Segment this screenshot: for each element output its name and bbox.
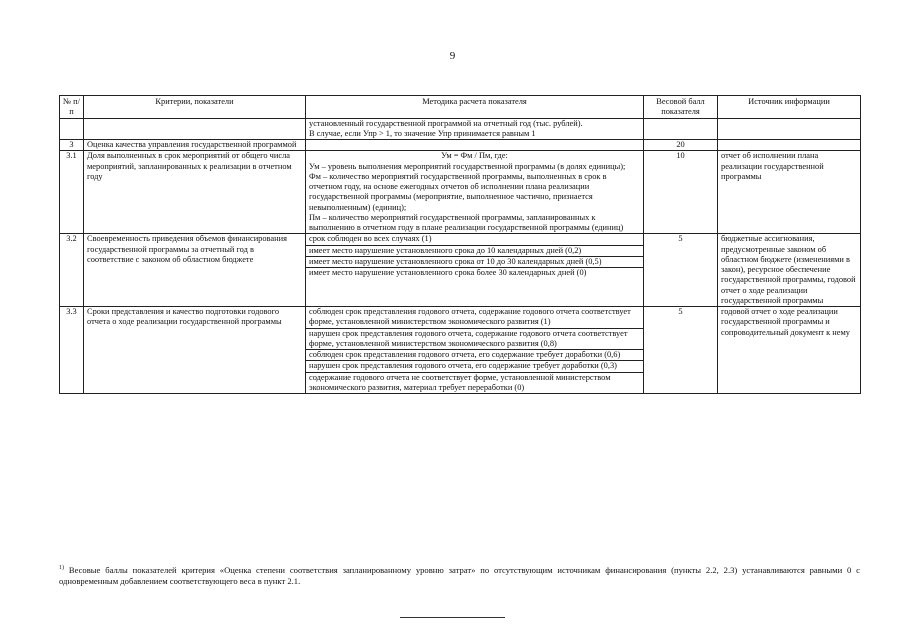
formula: Ум = Фм / Пм, где:	[441, 151, 508, 161]
criteria-cell: Доля выполненных в срок мероприятий от общего числа мероприятий, запланированных к реализации в отчетном году	[84, 151, 306, 234]
method-option: нарушен срок представления годового отчета, его содержание требует доработки (0,3)	[306, 361, 643, 372]
method-option: соблюден срок представления годового отчета, содержание годового отчета соответствует форме, установленной министерством экономического развития (1)	[306, 307, 643, 329]
method-options	[306, 307, 644, 394]
method-line: установленный государственной программой на отчетный год (тыс. рублей).	[309, 118, 583, 128]
weight-cell: 20	[644, 140, 718, 151]
method-line: Ум – уровень выполнения мероприятий государственной программы (в долях единицы);	[309, 161, 626, 171]
page-number: 9	[449, 50, 456, 62]
weight-cell: 10	[644, 151, 718, 234]
row-num: 3.3	[60, 307, 84, 394]
table-row	[60, 234, 861, 307]
footnote	[59, 565, 860, 587]
row-num: 3.2	[60, 234, 84, 307]
method-option: содержание годового отчета не соответствует форме, установленной министерством экономического развития, материал требует переработки (0)	[309, 372, 611, 392]
header-method: Методика расчета показателя	[306, 96, 644, 119]
row-num: 3.1	[60, 151, 84, 234]
method-line: Фм – количество мероприятий государственной программы, выполненных в срок в отчетном году, на основе ежегодных отчетов об исполнении плана реализации государственной программы (мероприятие, выполненное частично, признается невыполненным) (единиц);	[309, 171, 607, 212]
method-option: имеет место нарушение установленного срока от 10 до 30 календарных дней (0,5)	[306, 257, 643, 268]
criteria-table	[59, 95, 861, 394]
header-num: № п/п	[60, 96, 84, 119]
source-cell: годовой отчет о ходе реализации государственной программы и сопроводительный документ к нему	[718, 307, 861, 394]
method-cell	[306, 118, 644, 140]
method-line: В случае, если Упр > 1, то значение Упр принимается равным 1	[309, 128, 536, 138]
source-cell: отчет об исполнении плана реализации государственной программы	[718, 151, 861, 234]
row-num: 3	[60, 140, 84, 151]
header-source: Источник информации	[718, 96, 861, 119]
method-option: имеет место нарушение установленного срока до 10 календарных дней (0,2)	[306, 246, 643, 257]
header-weight: Весовой балл показателя	[644, 96, 718, 119]
table-row	[60, 307, 861, 394]
criteria-cell: Сроки представления и качество подготовки годового отчета о ходе реализации государственной программы	[84, 307, 306, 394]
method-option: срок соблюден во всех случаях (1)	[306, 234, 643, 245]
method-option: нарушен срок представления годового отчета, содержание годового отчета соответствует форме, установленной министерством экономического развития (0,8)	[306, 329, 643, 351]
table-row	[60, 118, 861, 140]
table-row	[60, 140, 861, 151]
source-cell: бюджетные ассигнования, предусмотренные законом об областном бюджете (изменениями в закон), ресурсное обеспечение государственной программы, годовой отчет о ходе реализации государственной программы	[718, 234, 861, 307]
bottom-divider	[400, 617, 505, 618]
footnote-mark: 1)	[59, 565, 64, 572]
method-line: Пм – количество мероприятий государственной программы, запланированных к выполнению в отчетном году в плане реализации государственной программы (единиц)	[309, 212, 624, 232]
method-option: имеет место нарушение установленного срока более 30 календарных дней (0)	[309, 268, 587, 277]
weight-cell: 5	[644, 234, 718, 307]
method-option: соблюден срок представления годового отчета, его содержание требует доработки (0,6)	[306, 350, 643, 361]
weight-cell: 5	[644, 307, 718, 394]
criteria-cell: Оценка качества управления государственной программой	[84, 140, 306, 151]
method-cell	[306, 151, 644, 234]
table-row	[60, 151, 861, 234]
table-header-row	[60, 96, 861, 119]
criteria-cell: Своевременность приведения объемов финансирования государственной программы за отчетный год в соответствие с законом об областном бюджете	[84, 234, 306, 307]
header-criteria: Критерии, показатели	[84, 96, 306, 119]
method-options	[306, 234, 644, 307]
footnote-text: Весовые баллы показателей критерия «Оценка степени соответствия запланированному уровню затрат» по отсутствующим источникам финансирования (пункты 2.2, 2.3) устанавливаются равными 0 с одновременным добавлением соответствующего веса в пункт 2.1.	[59, 565, 860, 587]
